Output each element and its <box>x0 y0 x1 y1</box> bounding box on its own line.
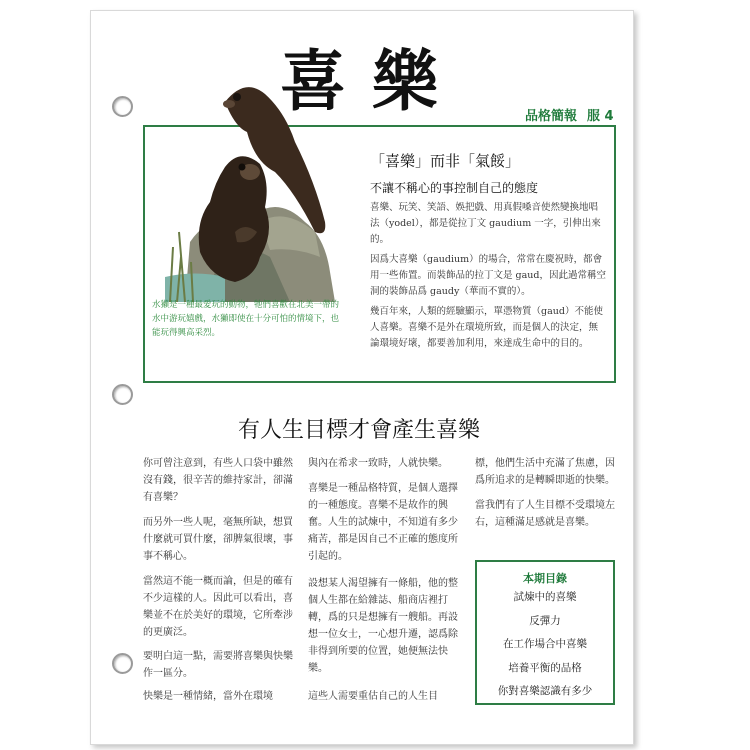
binder-hole <box>112 96 133 117</box>
article-paragraph: 快樂是一種情緒，當外在環境 <box>143 691 273 702</box>
series-name: 品格簡報 <box>525 109 578 124</box>
feature-paragraph: 因爲大喜樂（gaudium）的場合，常常在慶祝時，都會用一些佈置。而裝飾品的拉丁文是 gaud，因此過常稱空洞的裝飾品爲 gaudy（華而不實的）。 <box>370 254 606 297</box>
series-label <box>525 105 614 124</box>
feature-heading: 「喜樂」而非「氣餒」 <box>370 152 521 170</box>
feature-paragraph: 幾百年來，人類的經驗顯示，單憑物質（gaud）不能使人喜樂。喜樂不是外在環境所致，而是個人的決定，無論環境好壞，都要善加利用，來達成生命中的目的。 <box>370 306 603 349</box>
article-paragraph: 而另外一些人呢，毫無所缺，想買什麼就可買什麼，卻脾氣很壞，事事不稱心。 <box>143 517 293 562</box>
article-paragraph: 標，他們生活中充滿了焦慮，因爲所追求的是轉瞬即逝的快樂。 <box>475 458 615 486</box>
toc-item: 在工作場合中喜樂 <box>503 638 587 650</box>
toc-item: 反彈力 <box>529 614 561 627</box>
image-caption: 水獺是一種最愛玩的動物，牠們喜歡在北美一帶的水中游玩嬉戲，水獺即使在十分可怕的情境下，也能玩得興高采烈。 <box>152 300 340 338</box>
otter-illustration <box>165 72 345 302</box>
article-paragraph: 你可曾注意到，有些人口袋中雖然沒有錢，很辛苦的維持家計，卻滿有喜樂？ <box>143 458 293 503</box>
binder-hole <box>112 653 133 674</box>
article-paragraph: 當然這不能一概而論，但是的確有不少這樣的人。因此可以看出，喜樂並不在於美好的環境，它所牽涉的更廣泛。 <box>143 576 293 638</box>
article-paragraph: 喜樂是一種品格特質，是個人選擇的一種態度。喜樂不是故作的興奮。人生的試煉中，不知道有多少痛苦，都是因自己不正確的態度所引起的。 <box>308 483 458 562</box>
toc-title: 本期目錄 <box>523 572 567 585</box>
toc-item: 培養平衡的品格 <box>508 661 582 674</box>
article-paragraph: 設想某人渴望擁有一條船，他的整個人生都在給雜誌、船商店裡打轉，爲的只是想擁有一艘船。再設想一位女士，一心想升遷，認爲除非得到所要的位置，她便無法快樂。 <box>308 578 458 674</box>
table-of-contents <box>475 560 615 705</box>
article-paragraph: 這些人需要重估自己的人生目 <box>308 691 438 702</box>
feature-paragraph: 喜樂、玩笑、笑語、娛把戲、用真假嗓音使然變換地唱法（yodel），都是從拉丁文 gaudium 一字，引伸出來的。 <box>370 202 601 245</box>
toc-item: 試煉中的喜樂 <box>513 591 577 603</box>
article-paragraph: 要明白這一點，需要將喜樂與快樂作一區分。 <box>143 651 293 679</box>
feature-subheading: 不讓不稱心的事控制自己的態度 <box>370 181 539 195</box>
page-title: 喜樂 <box>280 43 464 120</box>
article-paragraph: 與內在希求一致時，人就快樂。 <box>308 458 448 469</box>
article-paragraph: 當我們有了人生目標不受環境左右，這種滿足感就是喜樂。 <box>475 500 615 528</box>
toc-item: 你對喜樂認識有多少 <box>497 685 593 697</box>
binder-hole <box>112 384 133 405</box>
article-title: 有人生目標才會產生喜樂 <box>238 418 481 443</box>
series-number: 服 4 <box>587 109 614 124</box>
